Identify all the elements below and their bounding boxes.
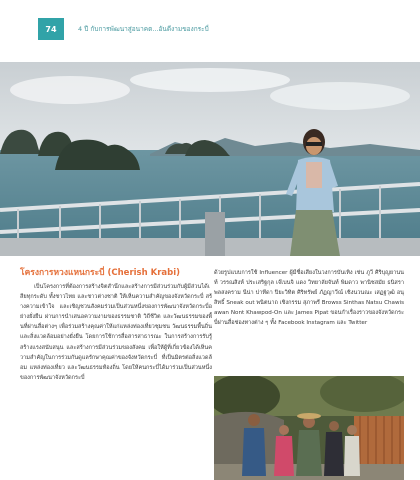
article-right-column [214,268,404,372]
hero-photo [0,62,420,256]
page-number: 74 [38,18,64,40]
article-heading: โครงการหวงแหนกระบี่ (Cherish Krabi) [20,268,181,278]
group-photo [214,376,404,480]
viewpoint-photo-icon [0,62,420,256]
article-paragraph: เป็นโครงการที่ต้องการสร้างจิตสำนึกและสร้างการมีส่วนร่วมกับผู้มีส่วนได้เสียทุกระดับ ทั้งชาวไทย และชาวต่างชาติ ให้เห็นความสำคัญของจังหวัดกระบี่ สร้างความเข้าใจ และเชิญชวนสังคมร่วมเป็นส่วนหนึ่งของการพัฒนาจังหวัดกระบี่อย่างยั่งยืน ผ่านการนำเสนอความงามของธรรมชาติ วิถีชีวิต และวัฒนธรรมของพื้นที่ผ่านสื่อต่างๆ เพื่อร่วมสร้างคุณค่าให้แก่แหล่งท่องเที่ยวชุมชน วัฒนธรรมพื้นถิ่น และสิ่งแวดล้อมอย่างยั่งยืน โดยการใช้การสื่อสารสาธารณะ ในการสร้างการรับรู้ สร้างแรงสนับสนุน และสร้างการมีส่วนร่วมของสังคม เพื่อให้ผู้ที่เกี่ยวข้องได้เห็นความสำคัญในการร่วมกันดูแลรักษาคุณค่าของจังหวัดกระบี่ ที่เป็นมิตรต่อสิ่งแวดล้อม แหล่งท่องเที่ยว และวัฒนธรรมท้องถิ่น โดยให้คนกระบี่ได้มาร่วมเป็นส่วนหนึ่งของการพัฒนาจังหวัดกระบี่ [20,284,212,381]
article-left-column [20,268,212,480]
running-head: 4 ปี กับการพัฒนาสู่อนาคต...อันดีงามของกระบี่ [78,25,209,33]
article-paragraph-continued: ด้วยรูปแบบการใช้ Influencer ผู้มีชื่อเสียงในวงการบันเทิง เช่น ภูวี ศิริบุญยานนท์ วรรณสิงห์ ประเสริฐกุล เจ๊เบนจิ แดง วิทยาลัยจันท์ พิมดาว พานิชสมัย ธนิสรา พลสงคราม นีน่า ปาทีดา ปิยะวิทิต ศิริทรัพย์ ภัฏญาวีณ์ เชิงนวนณะ เสฏฐวุฒิ อนุสิทธิ์ Sneak out พนิตนาถ เชิงกรรม สุภาพรี Browss Sinthas Natsu Chawisawan Nont Khawpod-On และ James Pipat ขอนกำเรื่องราวของจังหวัดกระบี่ผ่านสื่อช่องทางต่าง ๆ ทั้ง Facebook Instagram และ Twitter [214,270,404,327]
group-photo-icon [214,376,404,480]
